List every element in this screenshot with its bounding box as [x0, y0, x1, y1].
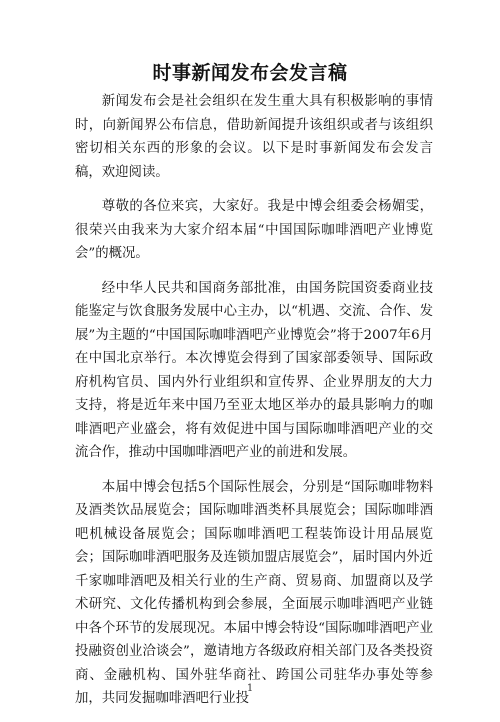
paragraph-exhibitions: 本届中博会包括5个国际性展会，分别是“国际咖啡物料及酒类饮品展览会；国际咖啡酒类杯具展览会；国际咖啡酒吧机械设备展览会；国际咖啡酒吧工程装饰设计用品展览会；国际咖啡酒吧服务及连锁加盟店展览会”，届时国内外近千家咖啡酒吧及相关行业的生产商、贸易商、加盟商以及学术研究、文化传播机构到会参展，全面展示咖啡酒吧产业链中各个环节的发展现况。本届中博会特设“国际咖啡酒吧产业投融资创业洽谈会”，邀请地方各级政府相关部门及各类投资商、金融机构、国外驻华商社、跨国公司驻华办事处等参加，共同发掘咖啡酒吧行业投 [75, 479, 433, 706]
paragraph-greeting: 尊敬的各位来宾，大家好。我是中博会组委会杨媚雯，很荣兴由我来为大家介绍本届“中国国际咖啡酒吧产业博览会”的概况。 [75, 199, 433, 261]
paragraph-intro: 新闻发布会是社会组织在发生重大具有积极影响的事情时，向新闻界公布信息，借助新闻提升该组织或者与该组织密切相关东西的形象的会议。以下是时事新闻发布会发言稿，欢迎阅读。 [75, 94, 433, 180]
document-body [75, 90, 433, 722]
page-number: 1 [246, 683, 254, 694]
document-title: 时事新闻发布会发言稿 [152, 62, 348, 84]
paragraph-background: 经中华人民共和国商务部批准，由国务院国资委商业技能鉴定与饮食服务发展中心主办，以“机遇、交流、合作、发展”为主题的“中国国际咖啡酒吧产业博览会”将于2007年6月在中国北京举行。本次博览会得到了国家部委领导、国际政府机构官员、国内外行业组织和宣传界、企业界朋友的大力支持，将是近年来中国乃至亚太地区举办的最具影响力的咖啡酒吧产业盛会，将有效促进中国与国际咖啡酒吧产业的交流合作，推动中国咖啡酒吧产业的前进和发展。 [75, 280, 433, 460]
